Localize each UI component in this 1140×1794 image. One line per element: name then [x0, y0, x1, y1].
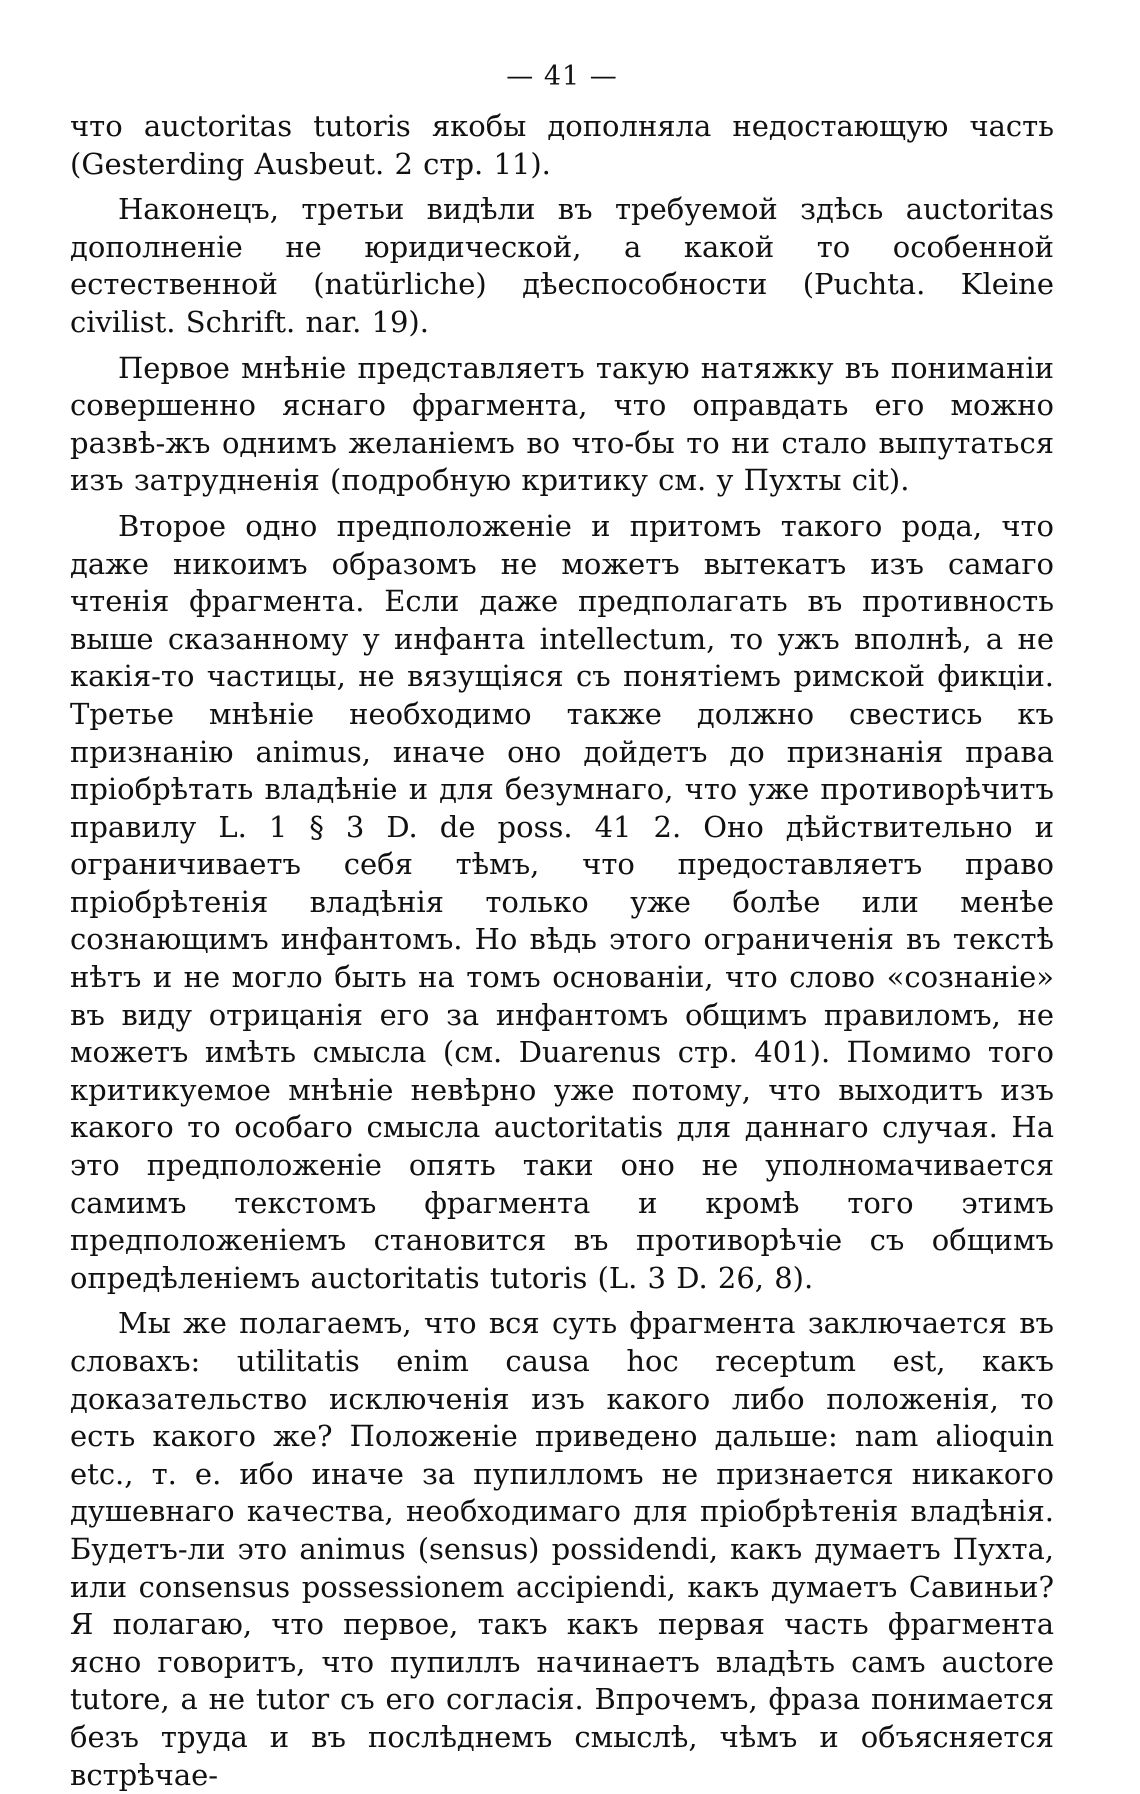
paragraph-author-view: Мы же полагаемъ, что вся суть фрагмента заключается въ словахъ: utilitatis enim causa hoc receptum est, какъ доказательство исключенія изъ какого либо положенія, то есть какого же? Положеніе приведено дальше: nam alioquin etc., т. е. ибо иначе за пупилломъ не признается никакого душевнаго качества, необходимаго для пріобрѣтенія владѣнія. Будетъ-ли это animus (sensus) possidendi, какъ думаетъ Пухта, или consensus possessionem accipiendi, какъ думаетъ Савиньи? Я полагаю, что первое, такъ какъ первая часть фрагмента ясно говоритъ, что пупиллъ начинаетъ владѣть самъ auctore tutore, а не tutor съ его согласія. Впрочемъ, фраза понимается безъ труда и въ послѣднемъ смыслѣ, чѣмъ и объясняется встрѣчае-	[70, 1306, 1054, 1792]
page-number: — 41 —	[506, 61, 618, 92]
paragraph-second-opinion-critique: Второе одно предположеніе и притомъ такого рода, что даже никоимъ образомъ не можетъ вытекатъ изъ самаго чтенія фрагмента. Если даже предполагать въ противность выше сказанному у инфанта intellectum, то ужъ вполнѣ, а не какія-то частицы, не вязущіяся съ понятіемъ римской фикціи. Третье мнѣніе необходимо также должно свестись къ признанію animus, иначе оно дойдетъ до признанія права пріобрѣтать владѣніе и для безумнаго, что уже противорѣчитъ правилу L. 1 § 3 D. de poss. 41 2. Оно дѣйствительно и ограничиваетъ себя тѣмъ, что предоставляетъ право пріобрѣтенія владѣнія только уже болѣе или менѣе сознающимъ инфантомъ. Но вѣдь этого ограниченія въ текстѣ нѣтъ и не могло быть на томъ основаніи, что слово «сознаніе» въ виду отрицанія его за инфантомъ общимъ правиломъ, не можетъ имѣть смысла (см. Duarenus стр. 401). Помимо того критикуемое мнѣніе невѣрно уже потому, что выходитъ изъ какого то особаго смысла auctoritatis для даннаго случая. На это предположеніе опять таки оно не уполномачивается самимъ текстомъ фрагмента и кромѣ того этимъ предположеніемъ становится въ противорѣчіе съ общимъ опредѣленіемъ auctoritatis tutoris (L. 3 D. 26, 8).	[70, 508, 1054, 1295]
paragraph-first-opinion-critique: Первое мнѣніе представляетъ такую натяжку въ пониманіи совершенно яснаго фрагмента, что оправдать его можно развѣ-жъ однимъ желаніемъ во что-бы то ни стало выпутаться изъ затрудненія (подробную критику см. у Пухты cit).	[70, 350, 1054, 498]
book-page	[70, 61, 1054, 1792]
paragraph-third-opinion: Наконецъ, третьи видѣли въ требуемой здѣсь auctoritas дополненіе не юридической, а какой то особенной естественной (natürliche) дѣеспособности (Puchta. Kleine civilist. Schrift. nar. 19).	[70, 192, 1054, 339]
paragraph-continuation: что auctoritas tutoris якобы дополняла недостающую часть (Gesterding Ausbeut. 2 стр. 11).	[70, 109, 1054, 181]
